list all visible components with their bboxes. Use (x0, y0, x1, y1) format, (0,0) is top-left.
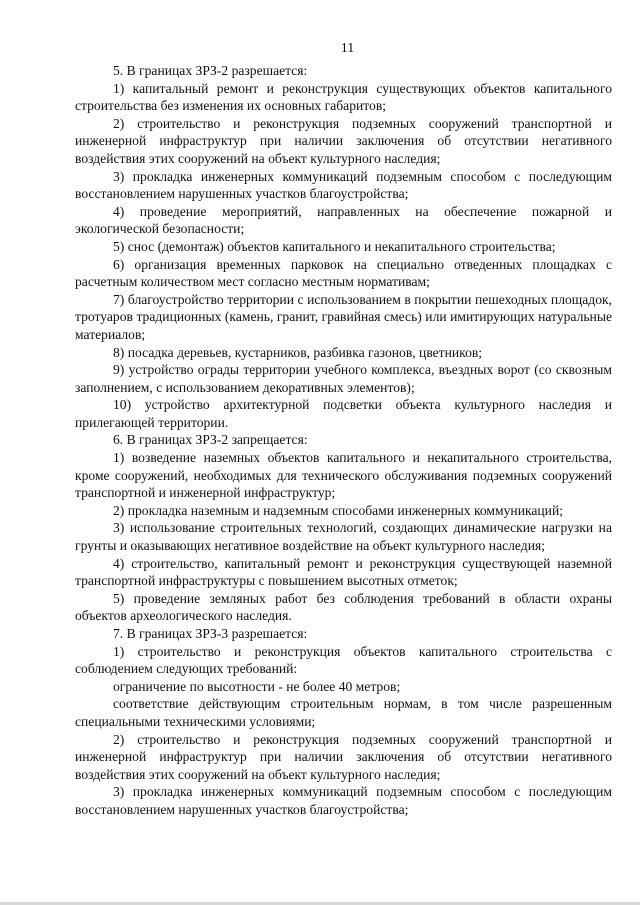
list-item: 1) капитальный ремонт и реконструкция существующих объектов капитального строительства без изменения их основных габаритов; (75, 80, 612, 114)
section-heading-5: 5. В границах ЗРЗ-2 разрешается: (113, 63, 308, 78)
section-heading-6: 6. В границах ЗРЗ-2 запрещается: (113, 432, 308, 448)
list-item: 2) прокладка наземным и надземным способами инженерных коммуникаций; (113, 502, 564, 518)
document-body (75, 62, 612, 819)
list-item: 4) строительство, капитальный ремонт и реконструкция существующей наземной транспортной инфраструктуры с повышением высотных отметок; (75, 555, 612, 589)
requirement-item: ограничение по высотности - не более 40 метров; (113, 678, 401, 694)
list-item: 4) проведение мероприятий, направленных на обеспечение пожарной и экологической безопасности; (75, 203, 612, 237)
list-item: 3) использование строительных технологий, создающих динамические нагрузки на грунты и оказывающих негативное воздействие на объект культурного наследия; (75, 520, 612, 554)
list-item: 5) проведение земляных работ без соблюдения требований в области охраны объектов археологического наследия. (75, 590, 612, 624)
list-item: 8) посадка деревьев, кустарников, разбивка газонов, цветников; (113, 344, 483, 360)
list-item: 5) снос (демонтаж) объектов капитального и некапитального строительства; (113, 238, 556, 254)
list-item: 3) прокладка инженерных коммуникаций подземным способом с последующим восстановлением нарушенных участков благоустройства; (75, 784, 612, 817)
requirement-item: соответствие действующим строительным нормам, в том числе разрешенным специальными техническими условиями; (75, 696, 612, 729)
list-item: 2) строительство и реконструкция подземных сооружений транспортной и инженерной инфраструктур при наличии заключения об отсутствии негативного воздействия этих сооружений на объект культурного наследия; (75, 731, 612, 782)
list-item: 6) организация временных парковок на специально отведенных площадках с расчетным количеством мест согласно местным нормативам; (75, 256, 612, 290)
list-item: 1) возведение наземных объектов капитального и некапитального строительства, кроме сооружений, необходимых для технического обслуживания подземных сооружений транспортной и инженерной инфраструктур; (75, 450, 612, 501)
list-item: 9) устройство ограды территории учебного комплекса, въездных ворот (со сквозным заполнением, с использованием декоративных элементов); (75, 362, 612, 395)
list-item: 3) прокладка инженерных коммуникаций подземным способом с последующим восстановлением нарушенных участков благоустройства; (75, 168, 612, 202)
list-item: 1) строительство и реконструкция объектов капитального строительства с соблюдением следующих требований: (75, 643, 612, 677)
list-item: 10) устройство архитектурной подсветки объекта культурного наследия и прилегающей территории. (75, 397, 612, 430)
section-heading-7: 7. В границах ЗРЗ-3 разрешается: (113, 626, 308, 641)
list-item: 7) благоустройство территории с использованием в покрытии пешеходных площадок, тротуаров традиционных (камень, гранит, гравийная смесь) или имитирующих натуральные материалов; (75, 291, 612, 342)
list-item: 2) строительство и реконструкция подземных сооружений транспортной и инженерной инфраструктур при наличии заключения об отсутствии негативного воздействия этих сооружений на объект культурного наследия; (75, 115, 612, 166)
page-number: 11 (340, 41, 355, 56)
